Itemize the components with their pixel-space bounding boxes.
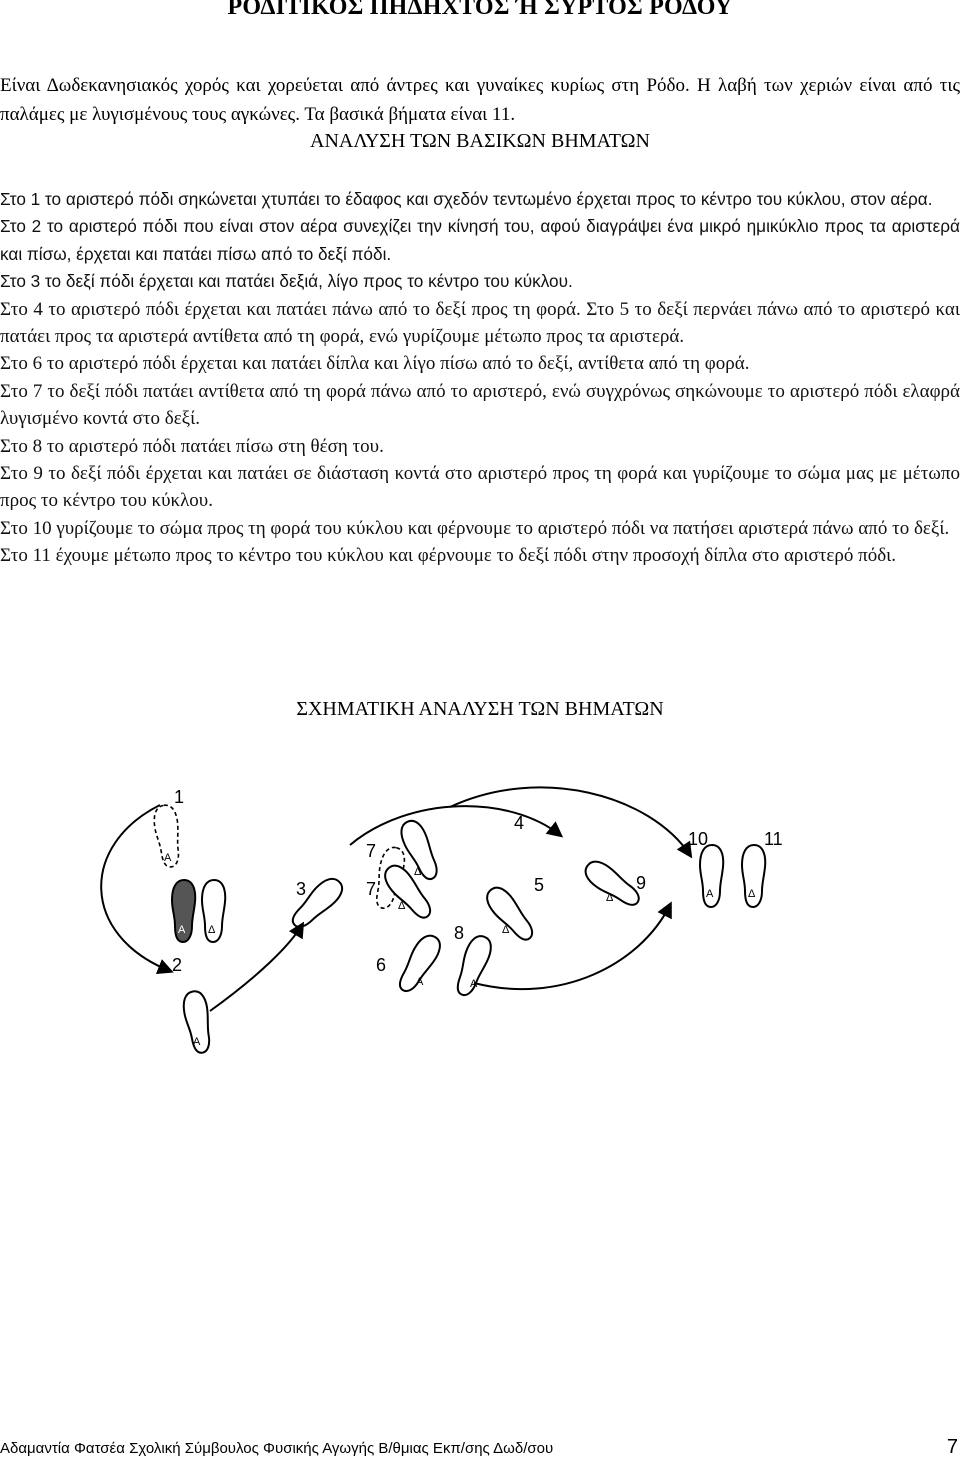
step-number-9: 9 — [636, 873, 647, 893]
foot-step-6 — [376, 931, 445, 996]
step-number-6: 6 — [376, 955, 387, 975]
step-paragraph: Στο 6 το αριστερό πόδι έρχεται και πατάει δίπλα και λίγο πίσω από το δεξί, αντίθετα από τη φορά. — [0, 353, 750, 375]
foot-step-8 — [452, 923, 495, 999]
right-foot-mark: Δ — [748, 888, 756, 900]
step-paragraph: Στο 11 έχουμε μέτωπο προς το κέντρο του κύκλου και φέρνουμε το δεξί πόδι στην προσοχή δίπλα στο αριστερό πόδι. — [0, 545, 897, 567]
step-number-7: 7 — [366, 841, 377, 861]
step-paragraph: Στο 2 το αριστερό πόδι που είναι στον αέρα συνεχίζει την κίνησή του, αφού διαγράψει ένα μικρό ημικύκλιο προς τα αριστερά και πίσω, έρχεται και πατάει πίσω από το δεξί πόδι. — [0, 216, 960, 264]
document-title: ΡΟΔΙΤΙΚΟΣ ΠΗΔΗΧΤΟΣ Ή ΣΥΡΤΟΣ ΡΟΔΟΥ — [227, 0, 733, 20]
right-foot-mark: Δ — [208, 924, 216, 936]
foot-step-1 — [152, 787, 184, 868]
movement-arrow — [450, 787, 690, 855]
foot-step-2 — [172, 955, 215, 1055]
left-foot-mark: Α — [178, 924, 186, 936]
foot-step-10 — [688, 829, 723, 907]
left-foot-mark: Α — [164, 852, 172, 864]
step-paragraph: Στο 8 το αριστερό πόδι πατάει πίσω στη θέση του. — [0, 435, 384, 457]
step-paragraph: Στο 4 το αριστερό πόδι έρχεται και πατάει πάνω από το δεξί προς τη φορά. Στο 5 το δεξί περνάει πάνω από το αριστερό και πατάει προς τα αριστερά αντίθετα από τη φορά, ενώ γυρίζουμε μέτωπο προς τα αριστερά. — [0, 298, 960, 348]
step-number-10: 10 — [688, 829, 709, 849]
right-foot-mark: Δ — [398, 900, 406, 912]
left-foot-mark: Α — [706, 888, 714, 900]
step-paragraph: Στο 3 το δεξί πόδι έρχεται και πατάει δεξιά, λίγο προς το κέντρο του κύκλου. — [0, 271, 573, 292]
step-paragraph: Στο 7 το δεξί πόδι πατάει αντίθετα από τη φορά πάνω από το αριστερό, ενώ συγχρόνως σηκώνουμε το αριστερό πόδι ελαφρά λυγισμένο κοντά στο δεξί. — [0, 380, 960, 430]
right-foot-mark: Δ — [502, 924, 510, 936]
intro-paragraph: Είναι Δωδεκανησιακός χορός και χορεύεται από άντρες και γυναίκες κυρίως στη Ρόδο. Η λαβή των χεριών είναι από τις παλάμες με λυγισμένους τους αγκώνες. Τα βασικά βήματα είναι 11. — [0, 75, 960, 125]
step-number-8: 8 — [454, 923, 465, 943]
foot-step-11 — [742, 829, 783, 907]
movement-arrow — [210, 925, 302, 1011]
steps-list — [0, 186, 960, 570]
step-number-4: 4 — [514, 813, 525, 833]
footsteps-diagram — [90, 775, 810, 1105]
left-foot-mark: Α — [470, 978, 478, 990]
step-number-11: 11 — [764, 829, 783, 849]
left-foot-mark: Α — [416, 976, 424, 988]
foot-start-right — [202, 880, 225, 942]
diagram-heading: ΣΧΗΜΑΤΙΚΗ ΑΝΑΛΥΣΗ ΤΩΝ ΒΗΜΑΤΩΝ — [296, 698, 664, 720]
analysis-heading: ΑΝΑΛΥΣΗ ΤΩΝ ΒΑΣΙΚΩΝ ΒΗΜΑΤΩΝ — [310, 130, 650, 152]
step-paragraph: Στο 1 το αριστερό πόδι σηκώνεται χτυπάει το έδαφος και σχεδόν τεντωμένο έρχεται προς το κέντρο του κύκλου, στον αέρα. — [0, 189, 933, 209]
foot-start-left — [172, 880, 195, 942]
right-foot-mark: Δ — [414, 866, 422, 878]
page-number: 7 — [946, 1436, 958, 1458]
step-number-7b: 7 — [366, 879, 377, 899]
right-foot-mark: Δ — [606, 892, 614, 904]
foot-step-3 — [287, 873, 347, 933]
step-number-1: 1 — [174, 787, 185, 807]
step-number-5: 5 — [534, 875, 545, 895]
movement-arrow — [350, 806, 560, 845]
left-foot-mark: Α — [193, 1036, 201, 1048]
step-paragraph: Στο 9 το δεξί πόδι έρχεται και πατάει σε διάσταση κοντά στο αριστερό προς τη φορά και γυρίζουμε το σώμα μας με μέτωπο προς το κέντρο του κύκλου. — [0, 463, 960, 512]
step-paragraph: Στο 10 γυρίζουμε το σώμα προς τη φορά του κύκλου και φέρνουμε το αριστερό πόδι να πατήσει αριστερά πάνω από το δεξί. — [0, 517, 950, 539]
footer-author: Αδαμαντία Φατσέα Σχολική Σύμβουλος Φυσικής Αγωγής Β/θμιας Εκπ/σης Δωδ/σου — [0, 1440, 554, 1457]
step-number-2: 2 — [172, 955, 183, 975]
step-number-3: 3 — [296, 879, 307, 899]
